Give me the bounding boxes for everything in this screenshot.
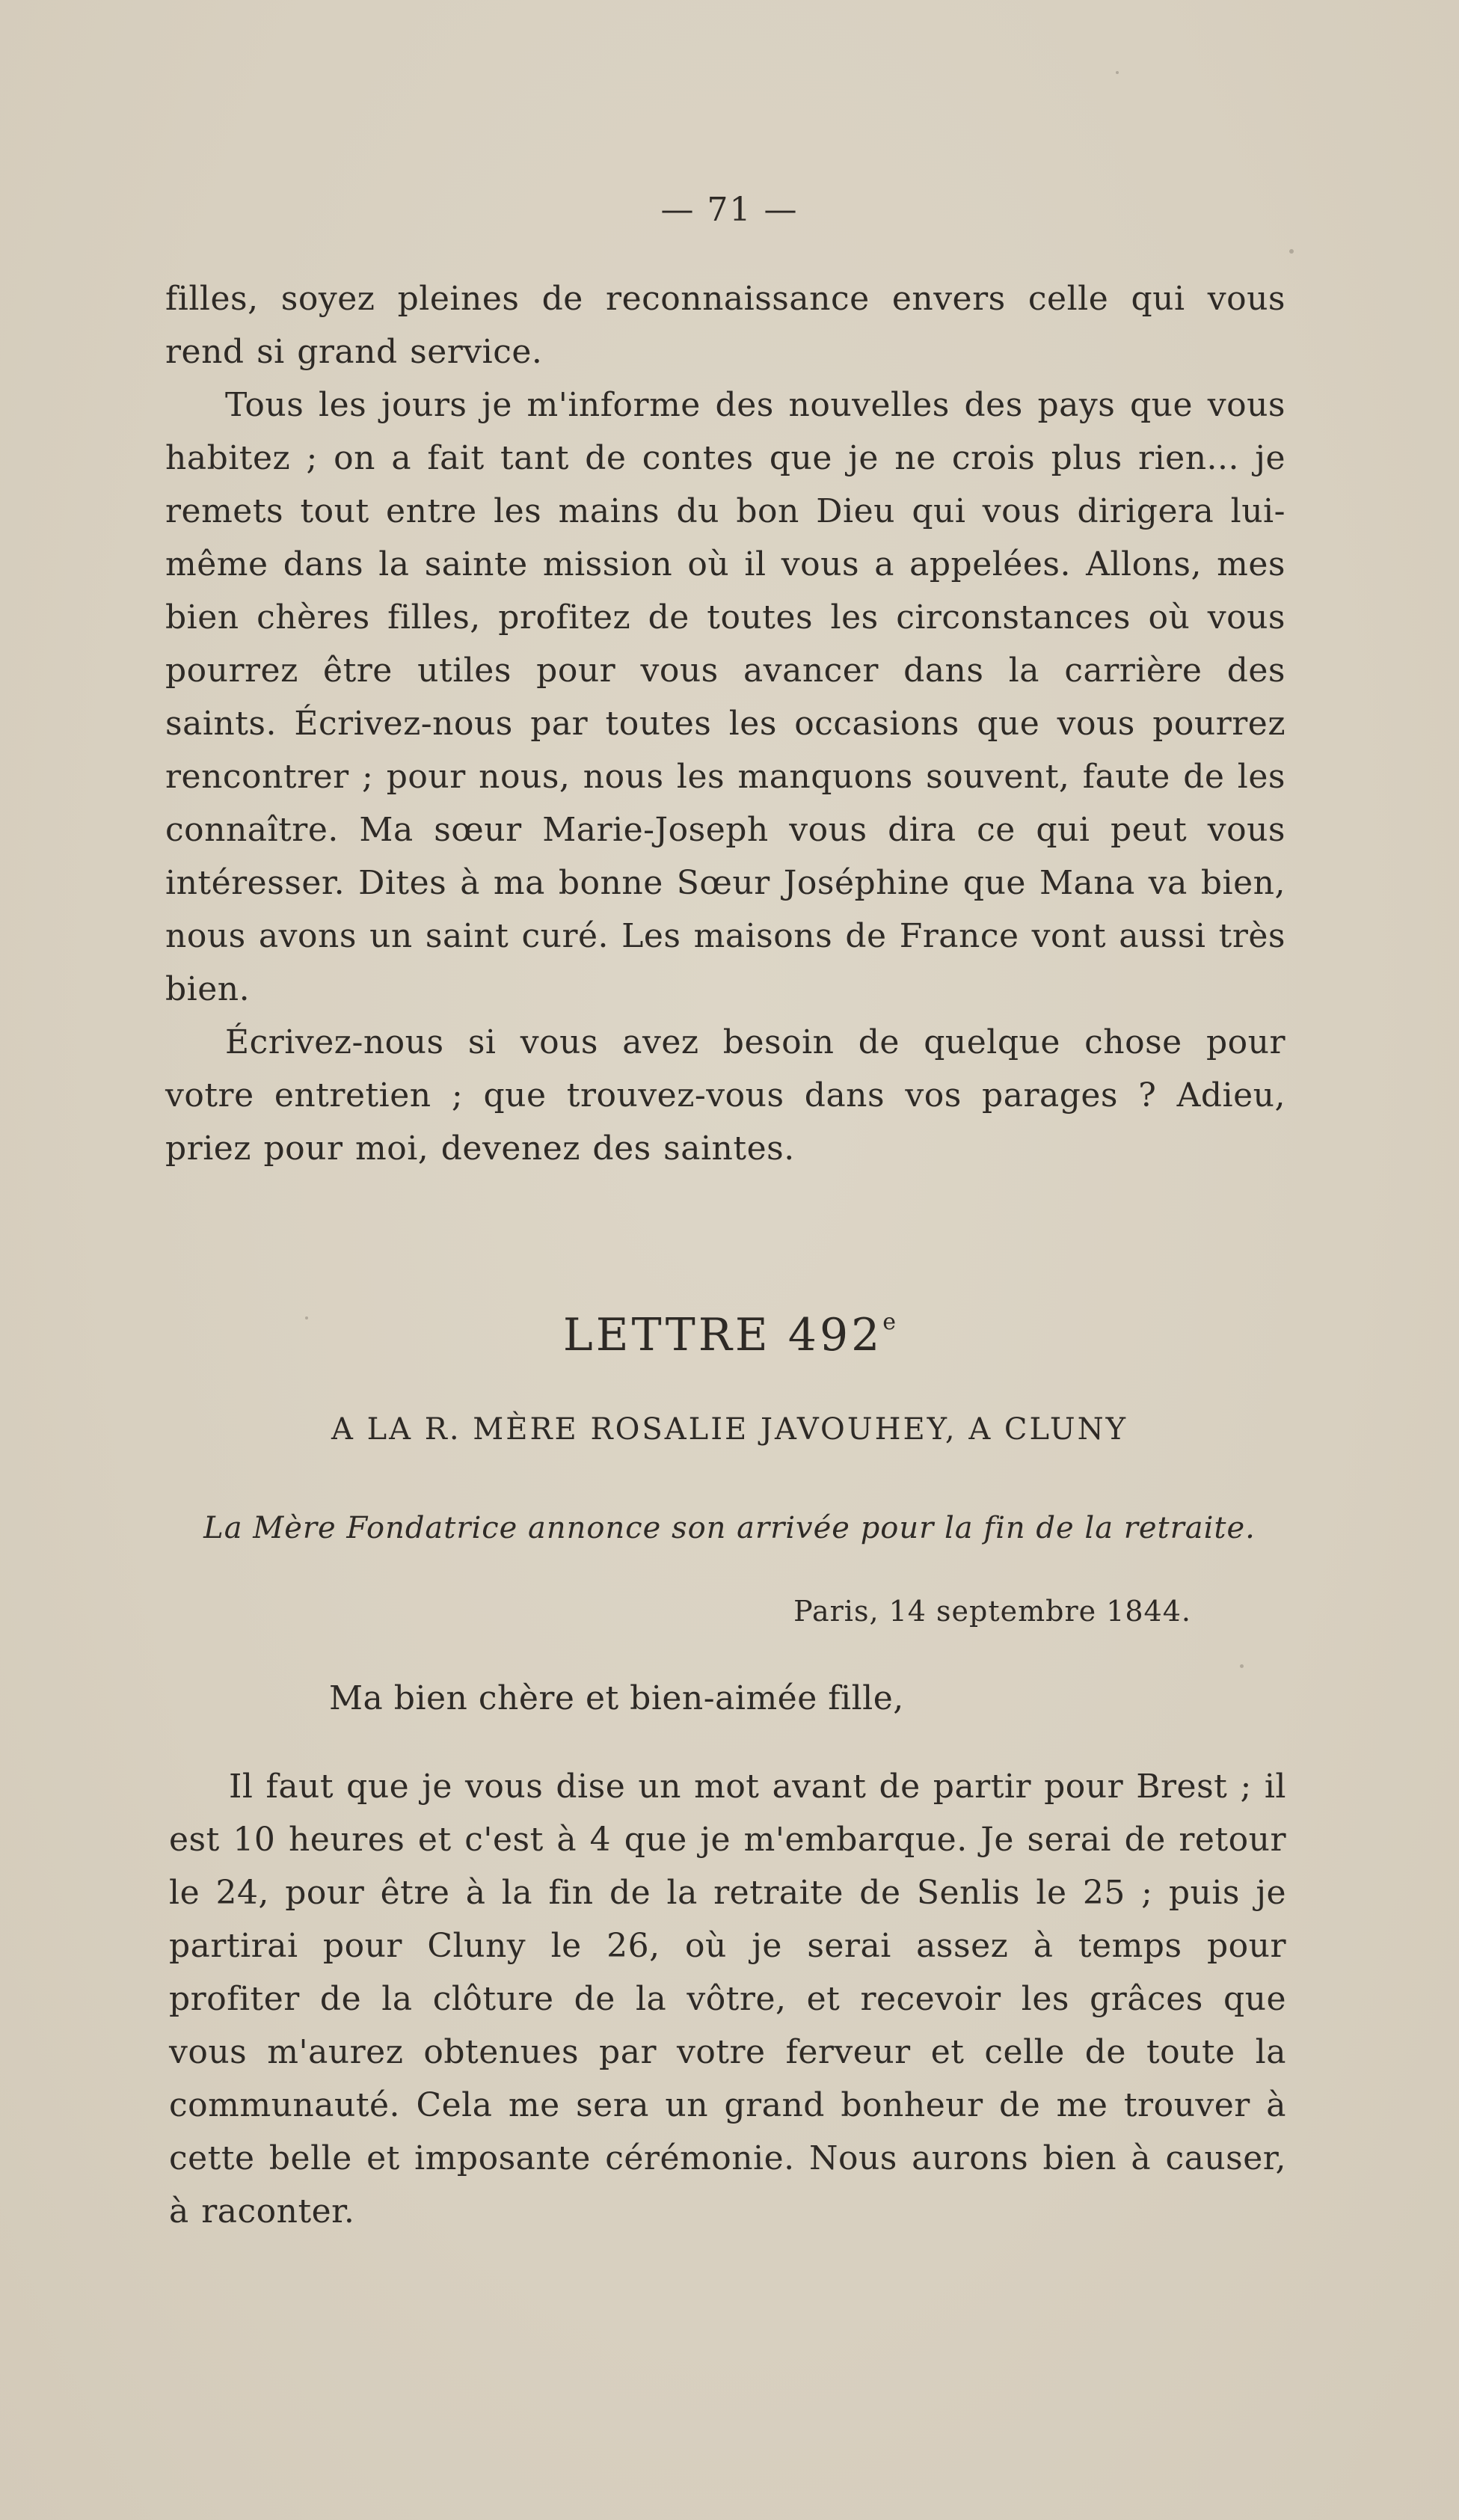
paragraph: Il faut que je vous dise un mot avant de partir pour Brest ; il est 10 heures et c'est à 4 que je m'embarque. Je serai de retour le 24, pour être à la fin de la retraite de Senlis le 25 ; puis je partirai pour Cluny le 26, où je serai assez à temps pour profiter de la clôture de la vôtre, et recevoir les grâces que vous m'aurez obtenues par votre ferveur et celle de toute la communauté. Cela me sera un grand bonheur de me trouver à cette belle et imposante cérémonie. Nous aurons bien à causer, à raconter. (169, 1768, 1286, 2231)
letter-title-suffix: e (882, 1309, 897, 1335)
paper-speck (1289, 249, 1294, 254)
continuation-text (165, 272, 1286, 1175)
paragraph: filles, soyez pleines de reconnaissance envers celle qui vous rend si grand service. (165, 280, 1286, 371)
paper-speck (1240, 1664, 1244, 1668)
letter-title-text: LETTRE 492 (562, 1309, 883, 1361)
paragraph: Tous les jours je m'informe des nouvelles des pays que vous habitez ; on a fait tant de contes que je ne crois plus rien... je remets tout entre les mains du bon Dieu qui vous dirigera lui-même dans la sainte mission où il vous a appelées. Allons, mes bien chères filles, profitez de toutes les circonstances où vous pourrez être utiles pour vous avancer dans la carrière des saints. Écrivez-nous par toutes les occasions que vous pourrez rencontrer ; pour nous, nous les manquons souvent, faute de les connaître. Ma sœur Marie-Joseph vous dira ce qui peut vous intéresser. Dites à ma bonne Sœur Joséphine que Mana va bien, nous avons un saint curé. Les maisons de France vont aussi très bien. (165, 386, 1286, 1008)
page-number: — 71 — (660, 191, 799, 229)
letter-recipient: A LA R. MÈRE ROSALIE JAVOUHEY, A CLUNY (331, 1412, 1128, 1447)
letter-dateline: Paris, 14 septembre 1844. (793, 1595, 1191, 1628)
paper-speck (305, 1316, 308, 1319)
paragraph: Écrivez-nous si vous avez besoin de quelque chose pour votre entretien ; que trouvez-vous dans vos parages ? Adieu, priez pour moi, devenez des saintes. (165, 1023, 1286, 1168)
letter-title (0, 1309, 1459, 1361)
letter-summary: La Mère Fondatrice annonce son arrivée pour la fin de la retraite. (203, 1511, 1256, 1545)
paper-speck (1116, 71, 1119, 74)
letter-salutation: Ma bien chère et bien-aimée fille, (329, 1679, 904, 1717)
letter-body (169, 1760, 1286, 2238)
